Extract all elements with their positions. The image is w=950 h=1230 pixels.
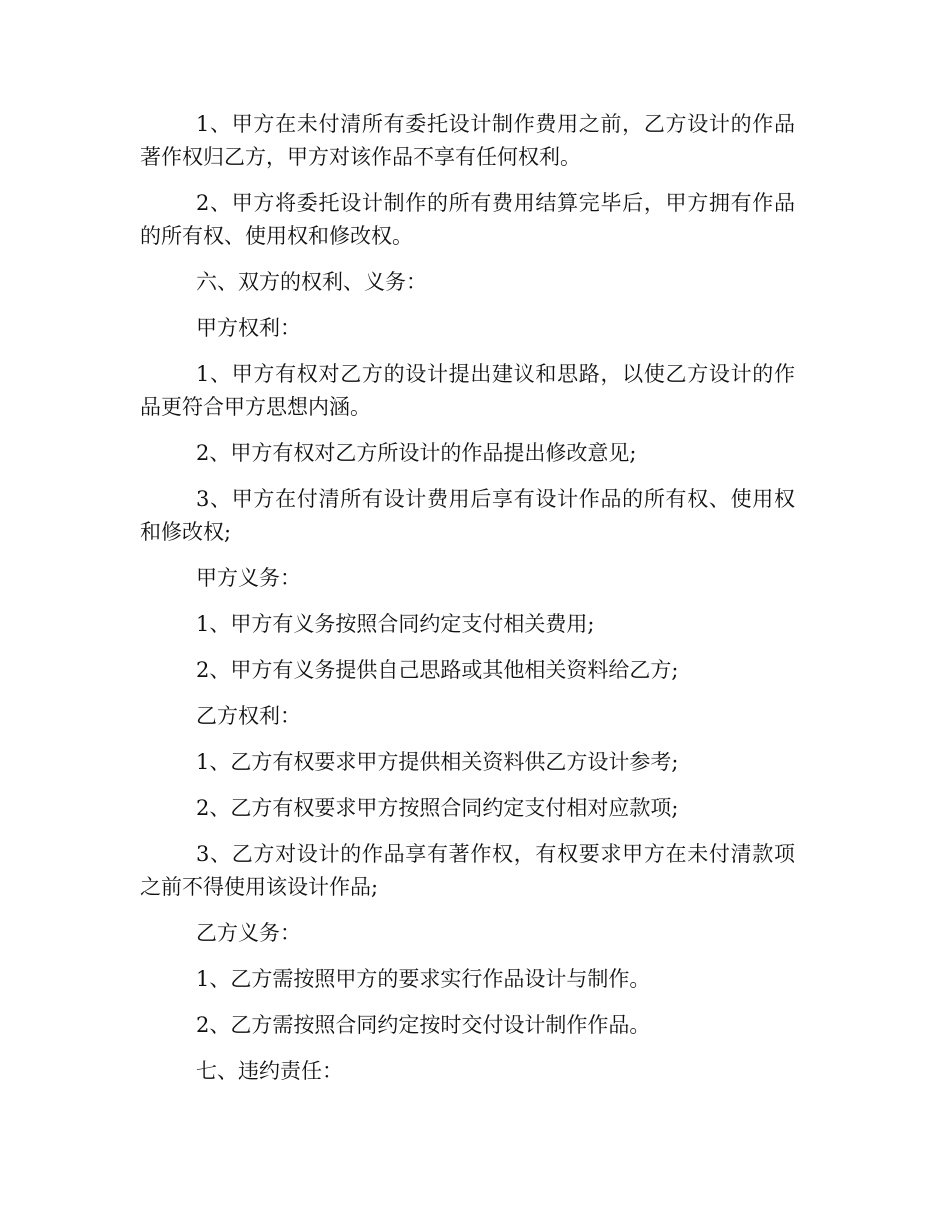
paragraph-party-b-obligation-1: 1、乙方需按照甲方的要求实行作品设计与制作。 bbox=[196, 967, 651, 991]
paragraph-party-a-right-3: 3、甲方在付清所有设计费用后享有设计作品的所有权、使用权和修改权; bbox=[140, 487, 795, 544]
subheading-party-a-obligations: 甲方义务： bbox=[196, 566, 301, 590]
paragraph-party-a-obligation-2: 2、甲方有义务提供自己思路或其他相关资料给乙方; bbox=[196, 658, 679, 682]
section-heading-rights-obligations: 六、双方的权利、义务： bbox=[196, 270, 427, 294]
paragraph-party-a-right-1: 1、甲方有权对乙方的设计提出建议和思路，以使乙方设计的作品更符合甲方思想内涵。 bbox=[140, 362, 795, 419]
subheading-party-b-obligations: 乙方义务： bbox=[196, 921, 301, 945]
document-page bbox=[140, 108, 795, 1101]
section-heading-breach-liability: 七、违约责任： bbox=[196, 1059, 343, 1083]
paragraph-copyright-unpaid: 1、甲方在未付清所有委托设计制作费用之前，乙方设计的作品著作权归乙方，甲方对该作品不享有任何权利。 bbox=[140, 112, 795, 169]
paragraph-party-a-right-2: 2、甲方有权对乙方所设计的作品提出修改意见; bbox=[196, 441, 637, 465]
subheading-party-b-rights: 乙方权利： bbox=[196, 704, 301, 728]
paragraph-party-b-right-3: 3、乙方对设计的作品享有著作权，有权要求甲方在未付清款项之前不得使用该设计作品; bbox=[140, 842, 795, 899]
paragraph-party-b-obligation-2: 2、乙方需按照合同约定按时交付设计制作作品。 bbox=[196, 1013, 651, 1037]
paragraph-party-a-obligation-1: 1、甲方有义务按照合同约定支付相关费用; bbox=[196, 612, 595, 636]
paragraph-party-b-right-1: 1、乙方有权要求甲方提供相关资料供乙方设计参考; bbox=[196, 750, 679, 774]
paragraph-party-b-right-2: 2、乙方有权要求甲方按照合同约定支付相对应款项; bbox=[196, 796, 679, 820]
paragraph-ownership-after-payment: 2、甲方将委托设计制作的所有费用结算完毕后，甲方拥有作品的所有权、使用权和修改权。 bbox=[140, 191, 795, 248]
subheading-party-a-rights: 甲方权利： bbox=[196, 316, 301, 340]
